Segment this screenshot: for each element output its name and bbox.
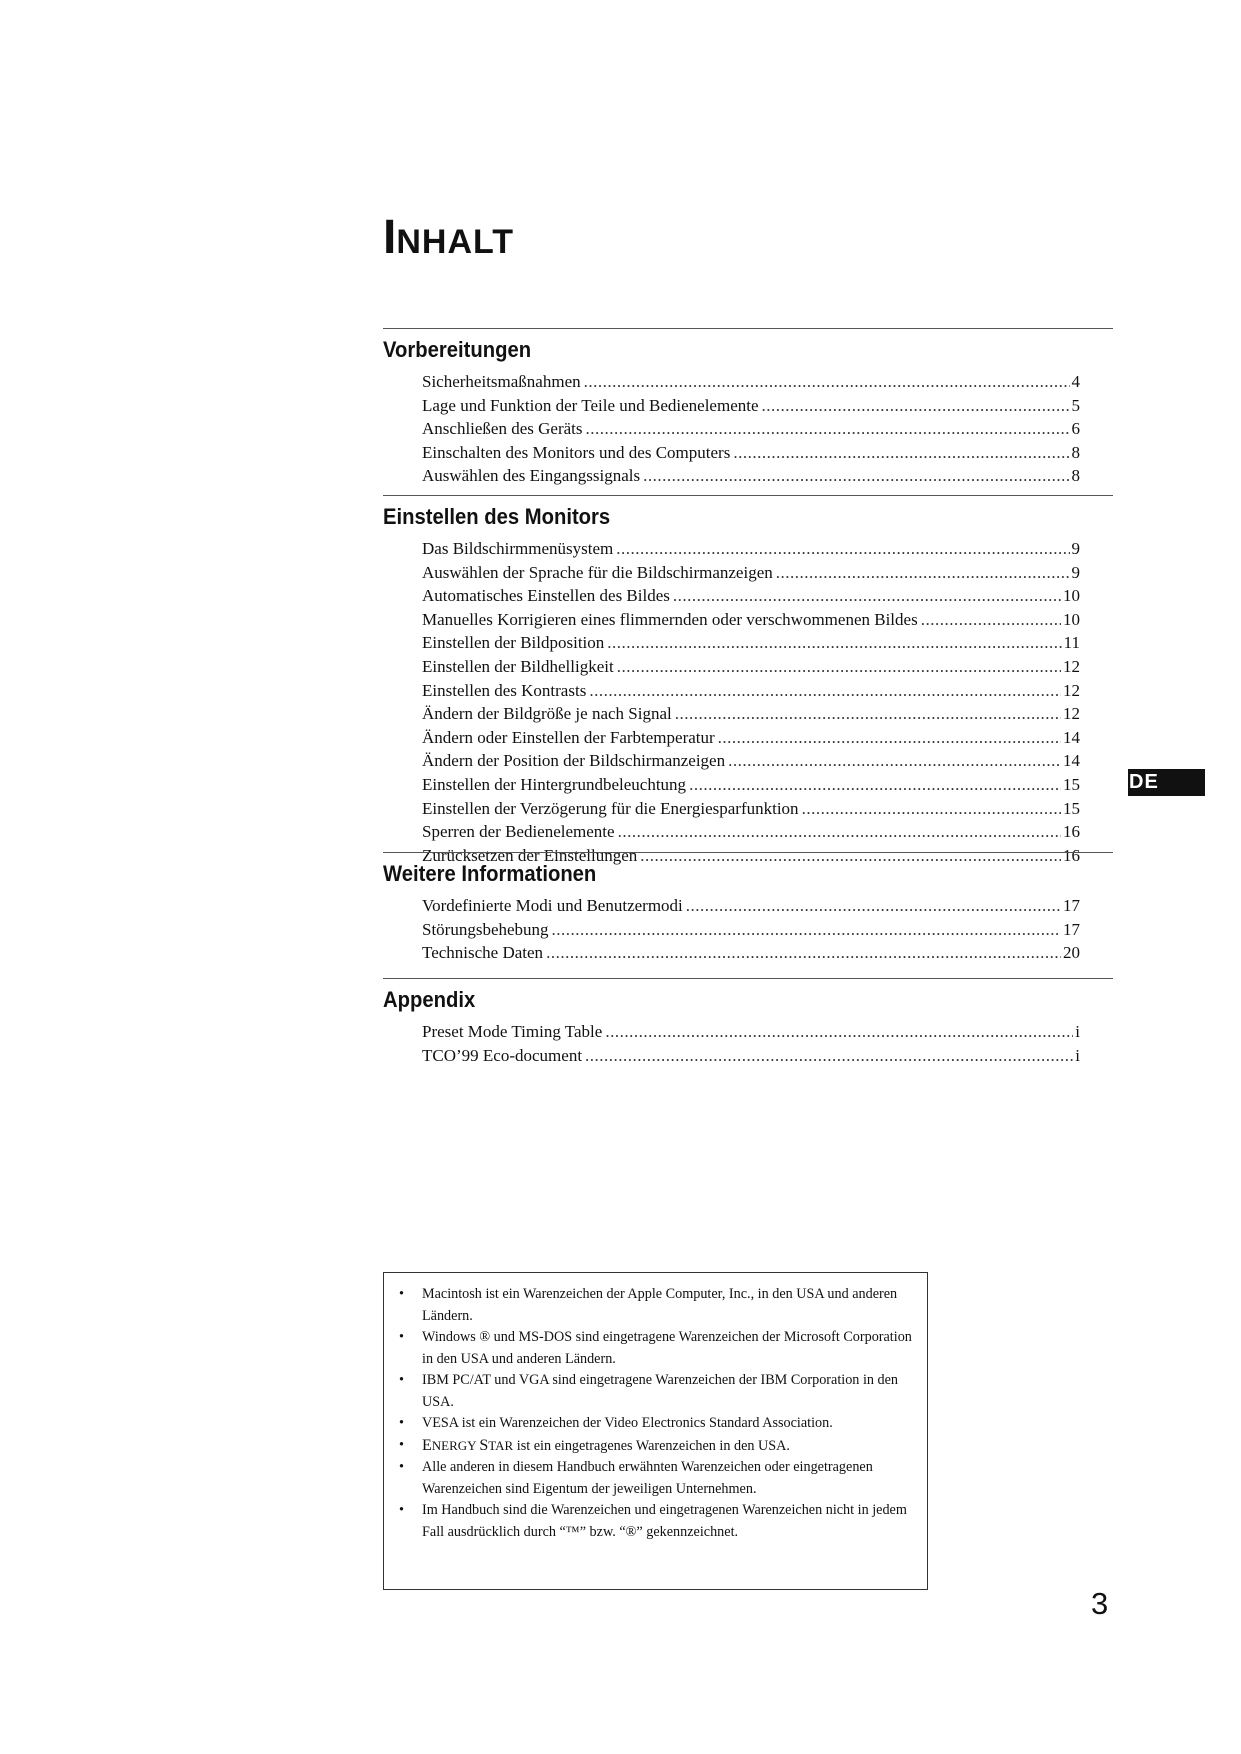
toc-entry-page: 10 [1063,586,1080,606]
dot-leader [921,608,1061,632]
toc-entry[interactable] [422,679,1080,703]
dot-leader [686,894,1061,918]
toc-entry[interactable] [422,894,1080,918]
toc-entry[interactable] [422,1020,1080,1044]
dot-leader [584,370,1070,394]
toc-entry-title: Ändern oder Einstellen der Farbtemperatur [422,727,715,747]
dot-leader [802,797,1061,821]
toc-entry[interactable] [422,561,1080,585]
dot-leader [643,464,1069,488]
toc-entry-page: 17 [1063,919,1080,939]
trademark-note-text: IBM PC/AT und VGA sind eingetragene Warenzeichen der IBM Corporation in den USA. [422,1372,899,1410]
toc-entry-title: Einstellen der Bildposition [422,633,605,653]
trademark-note-text: Im Handbuch sind die Warenzeichen und eingetragenen Warenzeichen nicht in jedem Fall ausdrücklich durch “™” bzw. “®” gekennzeichnet. [422,1502,907,1540]
toc-entry-title: Preset Mode Timing Table [422,1022,603,1041]
bullet-icon: • [399,1372,404,1388]
bullet-icon: • [399,1502,404,1518]
toc-entry-page: 4 [1071,372,1080,391]
toc-entry-title: Einschalten des Monitors und des Computers [422,442,731,462]
toc-entry[interactable] [422,941,1080,965]
trademark-notes-box [383,1272,928,1590]
toc-entry-title: Manuelles Korrigieren eines flimmernden oder verschwommenen Bildes [422,609,918,629]
trademark-note [399,1413,913,1435]
toc-entry[interactable] [422,773,1080,797]
toc-entry-page: 15 [1063,774,1080,794]
toc-entry-title: TCO’99 Eco-document [422,1045,583,1065]
toc-entry-title: Einstellen des Kontrasts [422,680,587,700]
trademark-note [399,1457,913,1500]
toc-list [383,370,1113,488]
toc-section-appendix [383,978,1113,1067]
bullet-icon: • [399,1415,404,1431]
toc-entry[interactable] [422,631,1080,655]
trademark-note-energy-star [399,1435,913,1458]
section-heading: Vorbereitungen [383,337,532,362]
toc-entry-page: 16 [1063,845,1080,865]
dot-leader [673,584,1061,608]
trademark-note [399,1370,913,1413]
page-title [383,211,515,264]
bullet-icon: • [399,1329,404,1345]
toc-entry-title: Auswählen der Sprache für die Bildschirmanzeigen [422,562,773,582]
dot-leader [552,918,1061,942]
trademark-notes-list [399,1284,913,1543]
toc-entry-page: 15 [1063,798,1080,818]
toc-entry-page: 9 [1071,539,1080,558]
toc-entry-title: Sperren der Bedienelemente [422,822,615,842]
toc-entry[interactable] [422,820,1080,844]
dot-leader [585,1044,1073,1068]
page-title-initial: I [383,211,397,264]
dot-leader [618,820,1061,844]
dot-leader [616,537,1069,561]
dot-leader [728,749,1061,773]
toc-entry[interactable] [422,655,1080,679]
toc-entry[interactable] [422,464,1080,488]
dot-leader [546,941,1061,965]
toc-entry-page: 20 [1063,943,1080,963]
trademark-note-text: ist ein eingetragenes Warenzeichen in den USA. [513,1437,790,1454]
toc-entry[interactable] [422,584,1080,608]
toc-section-einstellen-des-monitors [383,495,1113,867]
toc-entry-page: 12 [1063,704,1080,724]
toc-entry-title: Einstellen der Hintergrundbeleuchtung [422,774,687,794]
toc-entry-page: 14 [1063,751,1080,771]
trademark-note-text: Windows ® und MS-DOS sind eingetragene Warenzeichen der Microsoft Corporation in den USA und anderen Ländern. [422,1329,912,1367]
toc-entry[interactable] [422,608,1080,632]
bullet-icon: • [399,1459,404,1475]
toc-entry-page: 5 [1071,395,1080,415]
toc-entry-page: 14 [1063,727,1080,747]
toc-entry-title: Sicherheitsmaßnahmen [422,372,581,391]
toc-entry-page: 10 [1063,609,1080,629]
toc-entry-title: Störungsbehebung [422,919,549,939]
toc-list [383,1020,1113,1067]
toc-entry-title: Auswählen des Eingangssignals [422,466,641,486]
toc-entry-page: 12 [1063,680,1080,700]
toc-entry-page: 11 [1063,633,1080,653]
toc-entry-title: Ändern der Bildgröße je nach Signal [422,704,672,724]
dot-leader [762,394,1070,418]
toc-entry-page: 6 [1071,419,1080,439]
trademark-note-text: VESA ist ein Warenzeichen der Video Electronics Standard Association. [422,1415,833,1431]
toc-entry-title: Vordefinierte Modi und Benutzermodi [422,896,683,915]
toc-entry-page: 8 [1071,442,1080,462]
toc-entry-title: Anschließen des Geräts [422,419,583,439]
toc-entry-page: i [1075,1045,1080,1065]
dot-leader [776,561,1070,585]
toc-list [383,537,1113,867]
toc-entry[interactable] [422,394,1080,418]
dot-leader [617,655,1061,679]
toc-section-weitere-informationen [383,852,1113,965]
toc-entry-title: Ändern der Position der Bildschirmanzeigen [422,751,726,771]
toc-entry[interactable] [422,441,1080,465]
bullet-icon: • [399,1436,404,1453]
toc-entry[interactable] [422,797,1080,821]
toc-entry[interactable] [422,918,1080,942]
toc-entry-title: Automatisches Einstellen des Bildes [422,586,670,606]
toc-entry-title: Lage und Funktion der Teile und Bedienelemente [422,395,759,415]
trademark-note [399,1284,913,1327]
bullet-icon: • [399,1286,404,1302]
toc-entry-title: Technische Daten [422,943,544,963]
trademark-note-text: Alle anderen in diesem Handbuch erwähnten Warenzeichen oder eingetragenen Warenzeichen sind Eigentum der jeweiligen Unternehmen. [422,1459,873,1497]
toc-section-vorbereitungen [383,328,1113,488]
page-number: 3 [1091,1586,1109,1621]
toc-entry[interactable] [422,1044,1080,1068]
trademark-note [399,1327,913,1370]
toc-entry-page: i [1075,1022,1080,1041]
dot-leader [605,1020,1073,1044]
toc-entry[interactable] [422,702,1080,726]
toc-entry-page: 16 [1063,822,1080,842]
dot-leader [675,702,1061,726]
toc-list [383,894,1113,965]
energy-star-name: ENERGY STAR [422,1436,514,1454]
toc-entry[interactable] [422,370,1080,394]
toc-entry-page: 9 [1071,562,1080,582]
dot-leader [718,726,1061,750]
toc-entry[interactable] [422,537,1080,561]
section-heading: Weitere Informationen [383,861,597,886]
language-tab: DE [1128,769,1205,796]
toc-entry[interactable] [422,749,1080,773]
toc-entry-title: Das Bildschirmmenüsystem [422,539,614,558]
dot-leader [733,441,1069,465]
toc-entry-title: Einstellen der Bildhelligkeit [422,656,614,676]
toc-entry-page: 12 [1063,656,1080,676]
toc-entry-title: Zurücksetzen der Einstellungen [422,845,638,865]
section-heading: Appendix [383,987,476,1012]
toc-entry[interactable] [422,726,1080,750]
trademark-note-text: Macintosh ist ein Warenzeichen der Apple Computer, Inc., in den USA und anderen Ländern. [422,1286,898,1324]
page-title-rest: NHALT [396,223,515,261]
section-heading: Einstellen des Monitors [383,504,611,529]
toc-entry[interactable] [422,417,1080,441]
toc-entry-page: 8 [1071,466,1080,486]
trademark-note [399,1500,913,1543]
toc-entry-title: Einstellen der Verzögerung für die Energiesparfunktion [422,798,799,818]
dot-leader [589,679,1061,703]
dot-leader [689,773,1061,797]
dot-leader [607,631,1061,655]
dot-leader [586,417,1070,441]
toc-entry-page: 17 [1063,896,1080,915]
